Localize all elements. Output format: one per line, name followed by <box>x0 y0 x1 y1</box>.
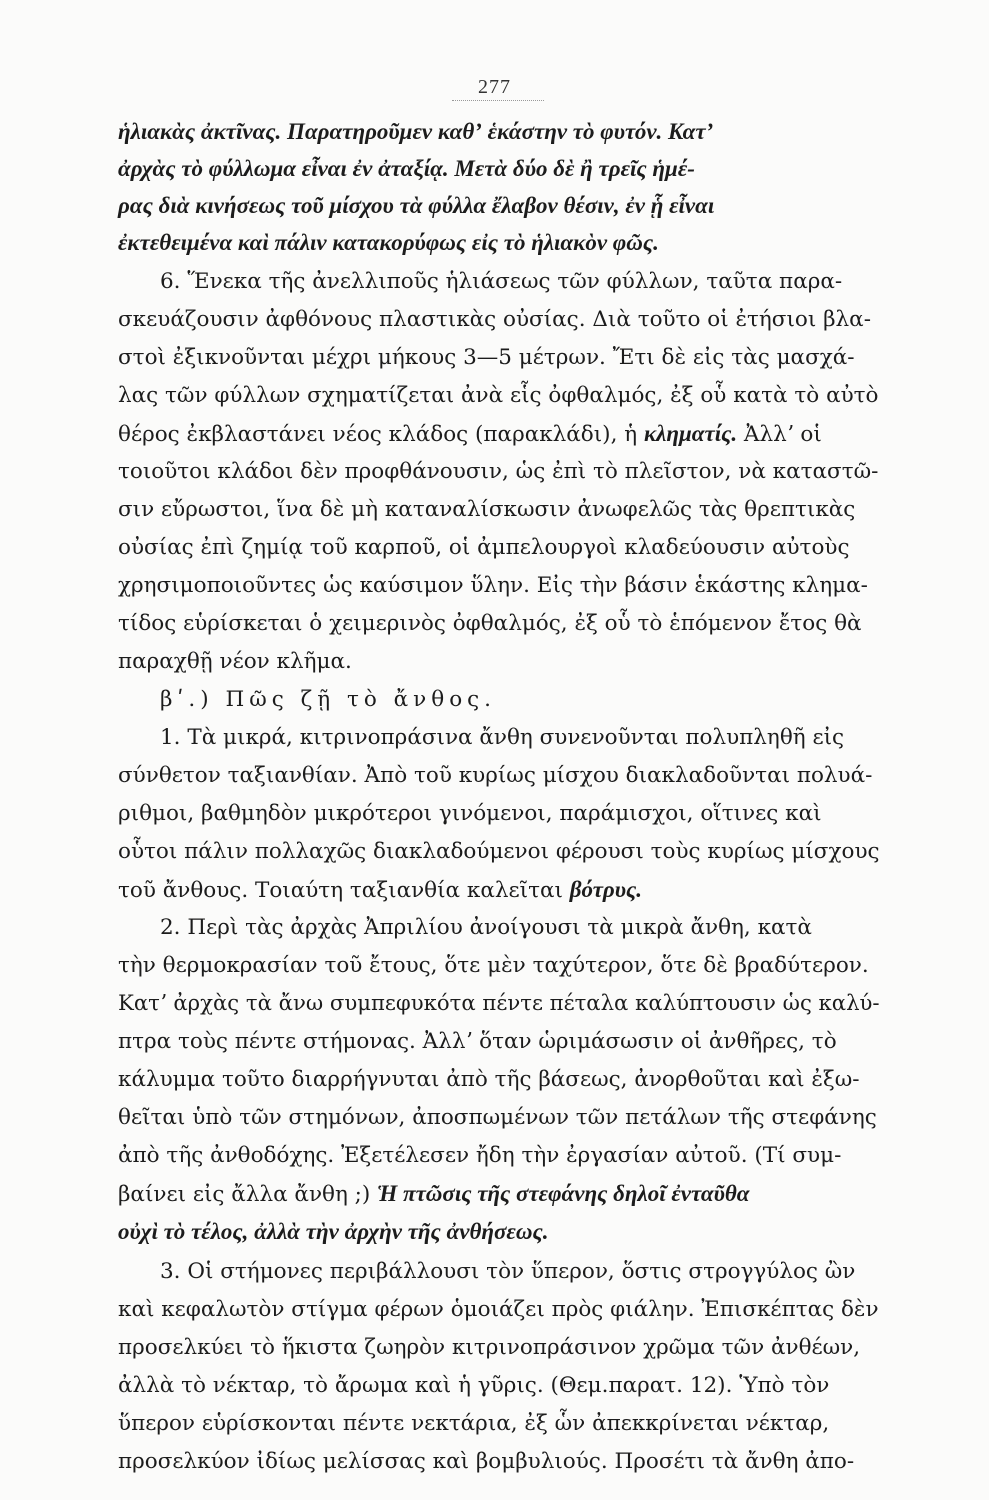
text-line-6: σκευάζουσιν ἀφθόνους πλαστικὰς οὐσίας. Διὰ τοῦτο οἱ ἐτήσιοι βλα- <box>118 307 871 332</box>
text-line-35: ὕπερον εὑρίσκονται πέντε νεκτάρια, ἐξ ὧν ἀπεκκρίνεται νέκταρ, <box>118 1411 830 1436</box>
text-line-34: ἀλλὰ τὸ νέκταρ, τὸ ἄρωμα καὶ ἡ γῦρις. (Θεμ.παρατ. 12). Ὑπὸ τὸν <box>118 1373 830 1398</box>
text-line-3: ρας διὰ κινήσεως τοῦ μίσχου τὰ φύλλα ἔλαβον θέσιν, ἐν ᾗ εἶναι <box>118 193 715 218</box>
text-line-4: ἐκτεθειμένα καὶ πάλιν κατακορύφως εἰς τὸ ἡλιακὸν φῶς. <box>118 230 659 255</box>
text-line-20: οὗτοι πάλιν πολλαχῶς διακλαδούμενοι φέρουσι τοὺς κυρίως μίσχους <box>118 839 880 864</box>
text-line-33: προσελκύει τὸ ἥκιστα ζωηρὸν κιτρινοπράσινον χρῶμα τῶν ἀνθέων, <box>118 1335 861 1360</box>
text-line-15: παραχθῇ νέον κλῆμα. <box>118 649 352 674</box>
text-line-32: καὶ κεφαλωτὸν στίγμα φέρων ὁμοιάζει πρὸς φιάλην. Ἐπισκέπτας δὲν <box>118 1297 879 1322</box>
text-line-1: ἡλιακὰς ἀκτῖνας. Παρατηροῦμεν καθʼ ἑκάστην τὸ φυτόν. Κατʼ <box>118 119 714 144</box>
paragraph-6-line-1: 6. Ἕνεκα τῆς ἀνελλιποῦς ἡλιάσεως τῶν φύλλων, ταῦτα παρα- <box>160 269 843 294</box>
term-klimatis: κληματίς. <box>643 421 738 446</box>
paragraph-2-line-1: 2. Περὶ τὰς ἀρχὰς Ἀπριλίου ἀνοίγουσι τὰ μικρὰ ἄνθη, κατὰ <box>160 915 812 940</box>
text-line-21: τοῦ ἄνθους. Τοιαύτη ταξιανθία καλεῖται βότρυς. <box>118 877 643 903</box>
paragraph-1-line-1: 1. Τὰ μικρά, κιτρινοπράσινα ἄνθη συνενοῦνται πολυπληθῆ εἰς <box>160 725 845 750</box>
text-line-8: λας τῶν φύλλων σχηματίζεται ἀνὰ εἷς ὀφθαλμός, ἐξ οὗ κατὰ τὸ αὐτὸ <box>118 383 879 408</box>
text-line-19: ριθμοι, βαθμηδὸν μικρότεροι γινόμενοι, παράμισχοι, οἵτινες καὶ <box>118 801 822 826</box>
text-line-14: τίδος εὑρίσκεται ὁ χειμερινὸς ὀφθαλμός, ἐξ οὗ τὸ ἑπόμενον ἔτος θὰ <box>118 611 862 636</box>
text-line-24: Κατʼ ἀρχὰς τὰ ἄνω συμπεφυκότα πέντε πέταλα καλύπτουσιν ὡς καλύ- <box>118 991 880 1016</box>
text-line-18: σύνθετον ταξιανθίαν. Ἀπὸ τοῦ κυρίως μίσχου διακλαδοῦνται πολυά- <box>118 763 873 788</box>
text-line-29: βαίνει εἰς ἄλλα ἄνθη ;) Ἡ πτῶσις τῆς στεφάνης δηλοῖ ἐνταῦθα <box>118 1181 750 1207</box>
text-line-36: προσελκύον ἰδίως μελίσσας καὶ βομβυλιούς. Προσέτι τὰ ἄνθη ἀπο- <box>118 1449 855 1474</box>
text-line-10: τοιοῦτοι κλάδοι δὲν προφθάνουσιν, ὡς ἐπὶ τὸ πλεῖστον, νὰ καταστῶ- <box>118 459 879 484</box>
page-number: 277 <box>478 76 511 98</box>
text-line-13: χρησιμοποιοῦντες ὡς καύσιμον ὕλην. Εἰς τὴν βάσιν ἑκάστης κλημα- <box>118 573 868 598</box>
text-line-25: πτρα τοὺς πέντε στήμονας. Ἀλλʼ ὅταν ὡριμάσωσιν οἱ ἀνθῆρες, τὸ <box>118 1029 837 1054</box>
text-line-27: θεῖται ὑπὸ τῶν στημόνων, ἀποσπωμένων τῶν πετάλων τῆς στεφάνης <box>118 1105 877 1130</box>
text-line-26: κάλυμμα τοῦτο διαρρήγνυται ἀπὸ τῆς βάσεως, ἀνορθοῦται καὶ ἐξω- <box>118 1067 860 1092</box>
text-line-11: σιν εὔρωστοι, ἵνα δὲ μὴ καταναλίσκωσιν ἀνωφελῶς τὰς θρεπτικὰς <box>118 497 856 522</box>
text-line-9: θέρος ἐκβλαστάνει νέος κλάδος (παρακλάδι), ἡ κληματίς. Ἀλλʼ οἱ <box>118 421 822 447</box>
section-heading: βʹ.) Πῶς ζῇ τὸ ἄνθος. <box>160 687 497 712</box>
text-line-12: οὐσίας ἐπὶ ζημίᾳ τοῦ καρποῦ, οἱ ἀμπελουργοὶ κλαδεύουσιν αὐτοὺς <box>118 535 850 560</box>
emphasis-ptosis: Ἡ πτῶσις τῆς στεφάνης δηλοῖ ἐνταῦθα <box>377 1181 750 1206</box>
text-line-23: τὴν θερμοκρασίαν τοῦ ἔτους, ὅτε μὲν ταχύτερον, ὅτε δὲ βραδύτερον. <box>118 953 869 978</box>
text-line-7: στοὶ ἐξικνοῦνται μέχρι μήκους 3—5 μέτρων. Ἔτι δὲ εἰς τὰς μασχά- <box>118 345 855 370</box>
paragraph-3-line-1: 3. Οἱ στήμονες περιβάλλουσι τὸν ὕπερον, ὅστις στρογγύλος ὢν <box>160 1259 856 1284</box>
term-votrys: βότρυς. <box>569 877 643 902</box>
text-line-2: ἀρχὰς τὸ φύλλωμα εἶναι ἐν ἀταξίᾳ. Μετὰ δύο δὲ ἢ τρεῖς ἡμέ- <box>118 156 695 181</box>
page-number-rule <box>452 100 544 101</box>
text-line-28: ἀπὸ τῆς ἀνθοδόχης. Ἐξετέλεσεν ἤδη τὴν ἐργασίαν αὐτοῦ. (Τί συμ- <box>118 1143 842 1168</box>
text-line-30: οὐχὶ τὸ τέλος, ἀλλὰ τὴν ἀρχὴν τῆς ἀνθήσεως. <box>118 1219 549 1244</box>
